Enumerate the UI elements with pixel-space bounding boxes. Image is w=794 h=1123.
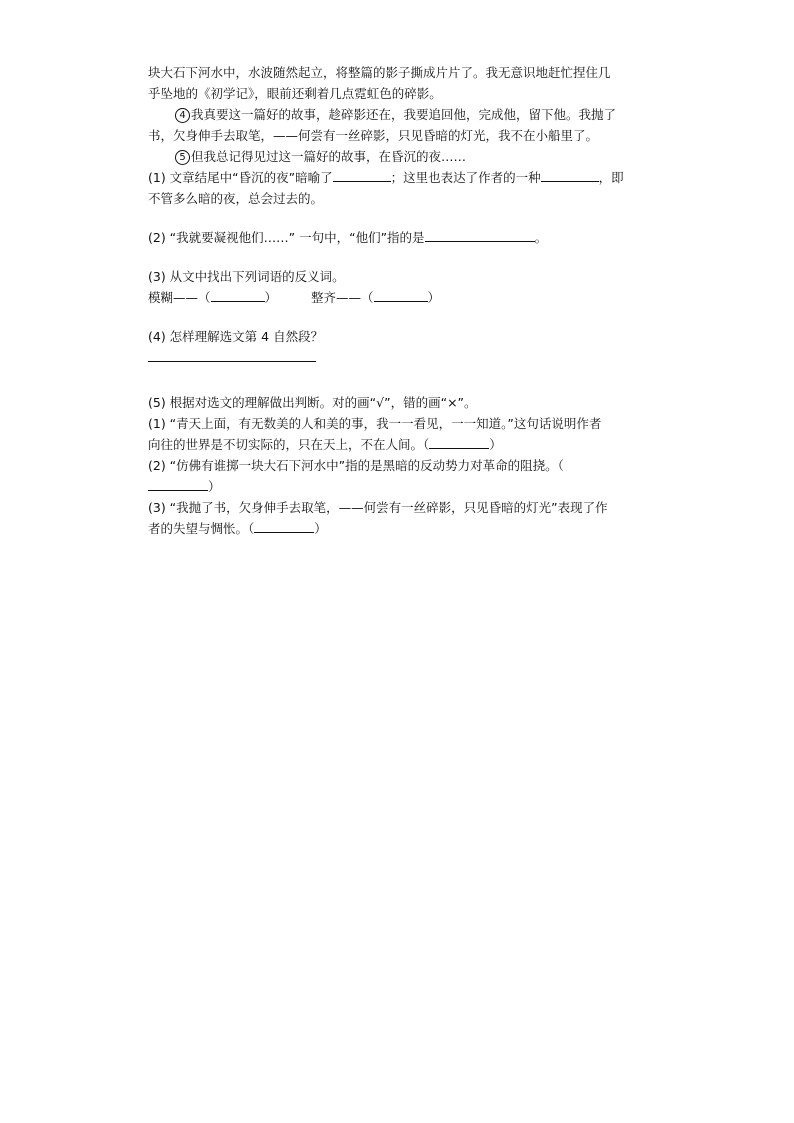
answer-line[interactable]: [148, 347, 316, 362]
passage-text: 但我总记得见过这一篇好的故事，在昏沉的夜……: [191, 149, 467, 164]
question-2: [148, 227, 674, 248]
passage-paragraph-4: [148, 104, 674, 125]
bracket: ）: [314, 521, 327, 536]
question-text: 。: [534, 230, 548, 245]
paragraph-number-4: 4: [175, 108, 190, 123]
question-5: [148, 392, 674, 413]
question-text: (4) 怎样理解选文第 4 自然段？: [148, 329, 324, 344]
question-text: 者的失望与惆怅。（: [148, 521, 255, 536]
question-text: (1) “青天上面，有无数美的人和美的事，我一一看见，一一知道。”这句话说明作者: [148, 416, 602, 431]
passage-line: [148, 62, 674, 83]
antonym-prompt: 模糊——（: [148, 290, 211, 305]
document-page: [148, 62, 674, 539]
antonym-prompt: 整齐——（: [311, 290, 374, 305]
answer-blank[interactable]: [374, 287, 428, 302]
question-text: (1) 文章结尾中“昏沉的夜”暗喻了: [148, 170, 333, 185]
judgement-2: [148, 455, 674, 476]
answer-blank[interactable]: [541, 167, 599, 182]
question-4: [148, 326, 674, 347]
question-text: 不管多么暗的夜，总会过去的。: [148, 191, 324, 206]
question-text: (2) “仿佛有谁掷一块大石下河水中”指的是黑暗的反动势力对革命的阻挠。（: [148, 458, 564, 473]
question-text: (5) 根据对选文的理解做出判断。对的画“√”，错的画“×”。: [148, 395, 477, 410]
bracket: ）: [264, 290, 278, 305]
answer-blank[interactable]: [211, 287, 265, 302]
question-text: (3) “我抛了书，欠身伸手去取笔，——何尝有一丝碎影，只见昏暗的灯光”表现了作: [148, 500, 608, 515]
question-text: ，即: [598, 170, 624, 185]
passage-text: 块大石下河水中，水波随然起立，将整篇的影子撕成片片了。我无意识地赶忙捏住几: [148, 65, 611, 80]
passage-text: 书，欠身伸手去取笔，——何尝有一丝碎影，只见昏暗的灯光，我不在小船里了。: [148, 128, 599, 143]
passage-text: 乎坠地的《初学记》，眼前还剩着几点霓虹色的碎影。: [148, 86, 442, 101]
answer-blank[interactable]: [425, 227, 535, 242]
question-text: (2) “我就要凝视他们……” 一句中，“他们”指的是: [148, 230, 425, 245]
question-text: (3) 从文中找出下列词语的反义词。: [148, 269, 345, 284]
question-text: ；这里也表达了作者的一种: [390, 170, 541, 185]
answer-blank[interactable]: [254, 518, 314, 533]
answer-blank[interactable]: [333, 167, 391, 182]
bracket: ）: [427, 290, 441, 305]
question-3: [148, 266, 674, 287]
question-3-items: [148, 287, 674, 308]
answer-blank[interactable]: [429, 434, 489, 449]
bracket: ）: [489, 437, 502, 452]
judgement-3: [148, 497, 674, 518]
question-1-cont: [148, 188, 674, 209]
question-text: 向往的世界是不切实际的，只在天上，不在人间。（: [148, 437, 430, 452]
judgement-2-cont: [148, 476, 674, 497]
passage-line: [148, 125, 674, 146]
judgement-3-cont: [148, 518, 674, 539]
bracket: ）: [208, 479, 221, 494]
judgement-1: [148, 413, 674, 434]
answer-blank[interactable]: [148, 476, 208, 491]
passage-text: 我真要这一篇好的故事，趁碎影还在，我要追回他，完成他，留下他。我抛了: [191, 107, 617, 122]
passage-line: [148, 83, 674, 104]
judgement-1-cont: [148, 434, 674, 455]
paragraph-number-5: 5: [175, 150, 190, 165]
passage-paragraph-5: [148, 146, 674, 167]
question-1: [148, 167, 674, 188]
